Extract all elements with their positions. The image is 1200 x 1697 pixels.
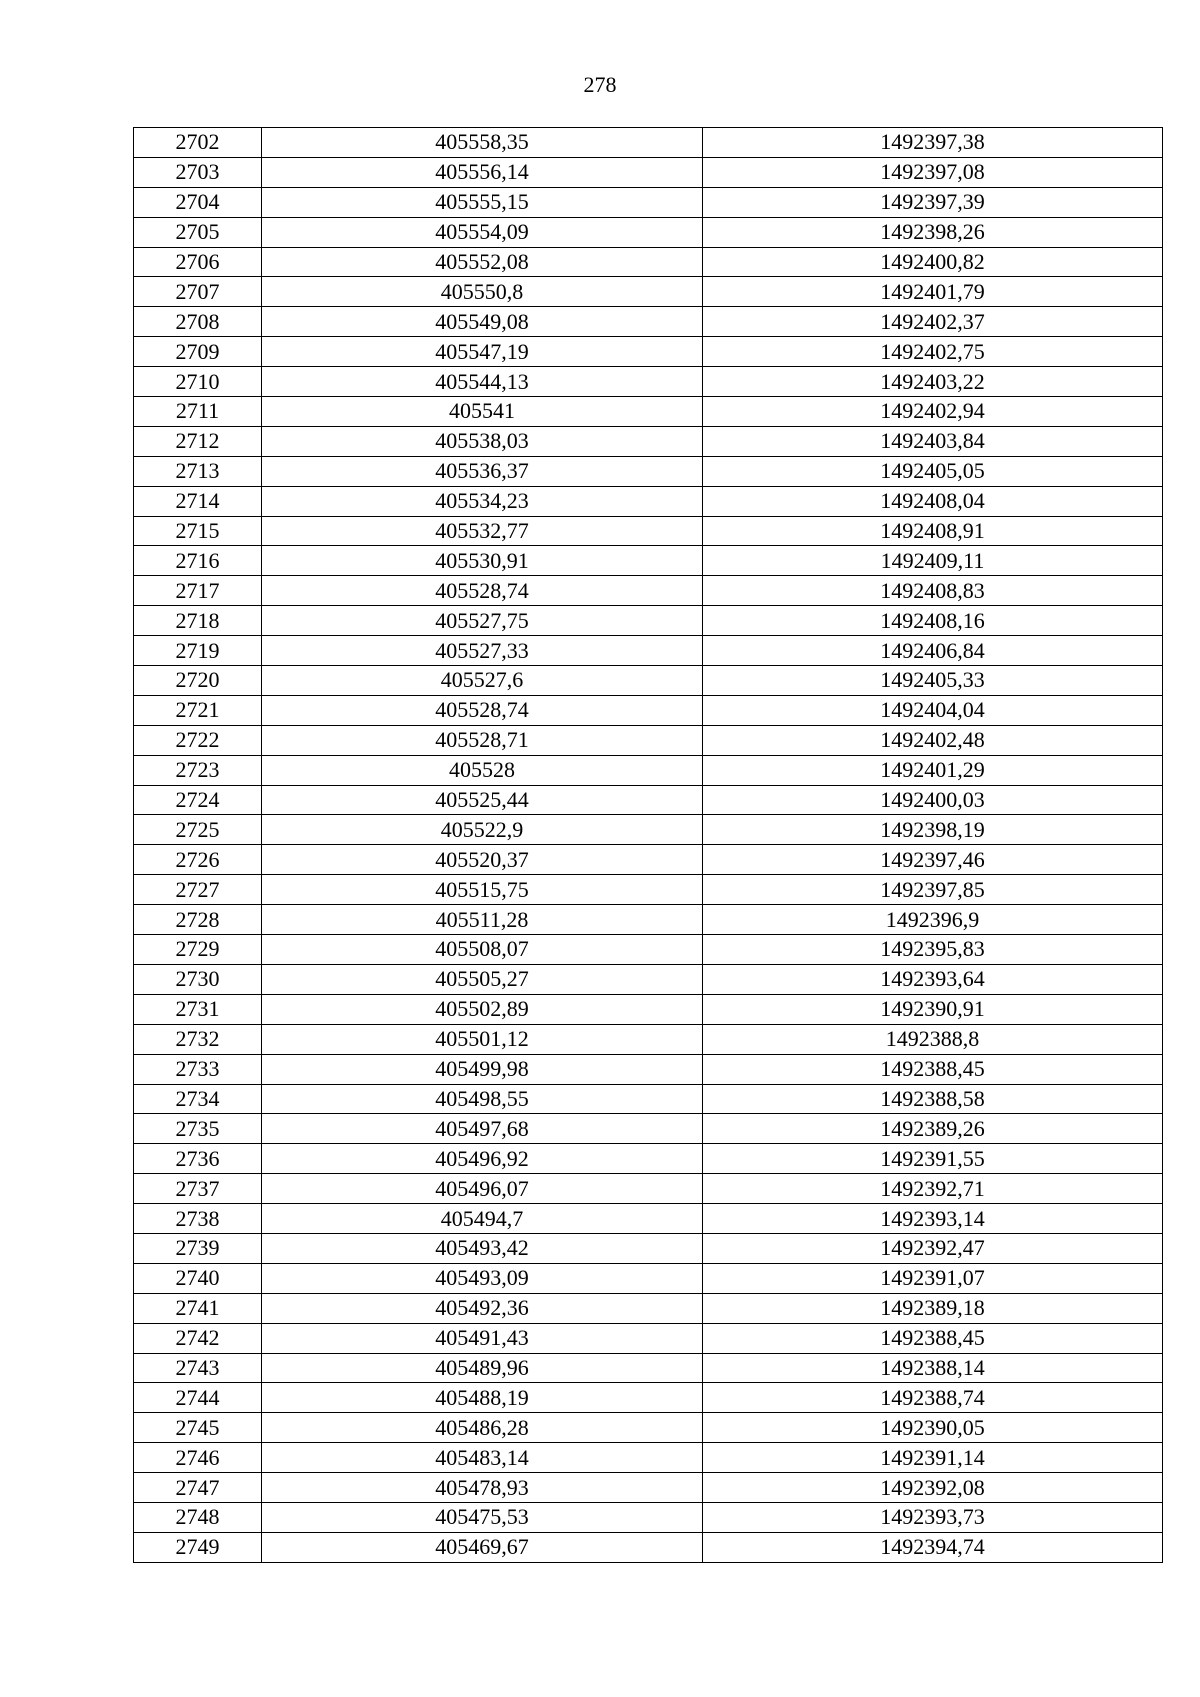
x-coordinate-cell: 405528,74: [262, 695, 703, 725]
table-row: [134, 1144, 1163, 1174]
point-number-cell: 2706: [134, 247, 262, 277]
x-coordinate-cell: 405491,43: [262, 1323, 703, 1353]
table-row: [134, 935, 1163, 965]
point-number-cell: 2737: [134, 1174, 262, 1204]
table-row: [134, 187, 1163, 217]
x-coordinate-cell: 405469,67: [262, 1532, 703, 1562]
table-row: [134, 1204, 1163, 1234]
table-row: [134, 1114, 1163, 1144]
table-row: [134, 367, 1163, 397]
table-row: [134, 1233, 1163, 1263]
table-row: [134, 755, 1163, 785]
table-row: [134, 1293, 1163, 1323]
point-number-cell: 2743: [134, 1353, 262, 1383]
table-row: [134, 397, 1163, 427]
point-number-cell: 2711: [134, 397, 262, 427]
x-coordinate-cell: 405550,8: [262, 277, 703, 307]
x-coordinate-cell: 405493,09: [262, 1263, 703, 1293]
x-coordinate-cell: 405558,35: [262, 128, 703, 158]
table-row: [134, 516, 1163, 546]
x-coordinate-cell: 405496,92: [262, 1144, 703, 1174]
y-coordinate-cell: 1492392,47: [703, 1233, 1163, 1263]
point-number-cell: 2731: [134, 994, 262, 1024]
x-coordinate-cell: 405496,07: [262, 1174, 703, 1204]
table-row: [134, 785, 1163, 815]
x-coordinate-cell: 405527,6: [262, 666, 703, 696]
y-coordinate-cell: 1492392,71: [703, 1174, 1163, 1204]
y-coordinate-cell: 1492389,18: [703, 1293, 1163, 1323]
table-row: [134, 1353, 1163, 1383]
x-coordinate-cell: 405494,7: [262, 1204, 703, 1234]
y-coordinate-cell: 1492408,16: [703, 606, 1163, 636]
point-number-cell: 2724: [134, 785, 262, 815]
x-coordinate-cell: 405528,71: [262, 725, 703, 755]
point-number-cell: 2704: [134, 187, 262, 217]
point-number-cell: 2738: [134, 1204, 262, 1234]
y-coordinate-cell: 1492388,45: [703, 1054, 1163, 1084]
y-coordinate-cell: 1492393,14: [703, 1204, 1163, 1234]
y-coordinate-cell: 1492396,9: [703, 905, 1163, 935]
x-coordinate-cell: 405505,27: [262, 964, 703, 994]
x-coordinate-cell: 405527,33: [262, 636, 703, 666]
table-row: [134, 964, 1163, 994]
x-coordinate-cell: 405541: [262, 397, 703, 427]
point-number-cell: 2712: [134, 426, 262, 456]
y-coordinate-cell: 1492393,64: [703, 964, 1163, 994]
point-number-cell: 2723: [134, 755, 262, 785]
point-number-cell: 2747: [134, 1473, 262, 1503]
point-number-cell: 2719: [134, 636, 262, 666]
y-coordinate-cell: 1492388,14: [703, 1353, 1163, 1383]
x-coordinate-cell: 405536,37: [262, 456, 703, 486]
table-row: [134, 695, 1163, 725]
y-coordinate-cell: 1492401,79: [703, 277, 1163, 307]
x-coordinate-cell: 405528,74: [262, 576, 703, 606]
x-coordinate-cell: 405502,89: [262, 994, 703, 1024]
y-coordinate-cell: 1492395,83: [703, 935, 1163, 965]
table-row: [134, 1502, 1163, 1532]
y-coordinate-cell: 1492405,05: [703, 456, 1163, 486]
table-row: [134, 1383, 1163, 1413]
point-number-cell: 2718: [134, 606, 262, 636]
point-number-cell: 2742: [134, 1323, 262, 1353]
x-coordinate-cell: 405534,23: [262, 486, 703, 516]
point-number-cell: 2725: [134, 815, 262, 845]
table-row: [134, 247, 1163, 277]
x-coordinate-cell: 405527,75: [262, 606, 703, 636]
x-coordinate-cell: 405488,19: [262, 1383, 703, 1413]
y-coordinate-cell: 1492388,45: [703, 1323, 1163, 1353]
x-coordinate-cell: 405499,98: [262, 1054, 703, 1084]
point-number-cell: 2707: [134, 277, 262, 307]
point-number-cell: 2713: [134, 456, 262, 486]
table-row: [134, 456, 1163, 486]
y-coordinate-cell: 1492402,48: [703, 725, 1163, 755]
point-number-cell: 2715: [134, 516, 262, 546]
point-number-cell: 2710: [134, 367, 262, 397]
table-row: [134, 636, 1163, 666]
point-number-cell: 2716: [134, 546, 262, 576]
point-number-cell: 2735: [134, 1114, 262, 1144]
table-row: [134, 666, 1163, 696]
x-coordinate-cell: 405520,37: [262, 845, 703, 875]
table-row: [134, 486, 1163, 516]
table-row: [134, 426, 1163, 456]
table-row: [134, 1473, 1163, 1503]
y-coordinate-cell: 1492409,11: [703, 546, 1163, 576]
point-number-cell: 2744: [134, 1383, 262, 1413]
point-number-cell: 2748: [134, 1502, 262, 1532]
y-coordinate-cell: 1492404,04: [703, 695, 1163, 725]
point-number-cell: 2736: [134, 1144, 262, 1174]
point-number-cell: 2732: [134, 1024, 262, 1054]
table-row: [134, 1413, 1163, 1443]
x-coordinate-cell: 405475,53: [262, 1502, 703, 1532]
table-row: [134, 725, 1163, 755]
y-coordinate-cell: 1492397,38: [703, 128, 1163, 158]
y-coordinate-cell: 1492397,46: [703, 845, 1163, 875]
point-number-cell: 2741: [134, 1293, 262, 1323]
x-coordinate-cell: 405493,42: [262, 1233, 703, 1263]
y-coordinate-cell: 1492403,22: [703, 367, 1163, 397]
point-number-cell: 2722: [134, 725, 262, 755]
point-number-cell: 2703: [134, 157, 262, 187]
y-coordinate-cell: 1492390,91: [703, 994, 1163, 1024]
point-number-cell: 2745: [134, 1413, 262, 1443]
table-row: [134, 845, 1163, 875]
point-number-cell: 2730: [134, 964, 262, 994]
x-coordinate-cell: 405547,19: [262, 337, 703, 367]
point-number-cell: 2727: [134, 875, 262, 905]
table-row: [134, 337, 1163, 367]
y-coordinate-cell: 1492402,94: [703, 397, 1163, 427]
x-coordinate-cell: 405483,14: [262, 1443, 703, 1473]
table-row: [134, 1174, 1163, 1204]
point-number-cell: 2729: [134, 935, 262, 965]
x-coordinate-cell: 405489,96: [262, 1353, 703, 1383]
x-coordinate-cell: 405549,08: [262, 307, 703, 337]
x-coordinate-cell: 405525,44: [262, 785, 703, 815]
y-coordinate-cell: 1492397,85: [703, 875, 1163, 905]
point-number-cell: 2746: [134, 1443, 262, 1473]
y-coordinate-cell: 1492401,29: [703, 755, 1163, 785]
table-row: [134, 277, 1163, 307]
table-row: [134, 994, 1163, 1024]
point-number-cell: 2740: [134, 1263, 262, 1293]
x-coordinate-cell: 405522,9: [262, 815, 703, 845]
table-row: [134, 128, 1163, 158]
coordinates-table: [133, 127, 1163, 1563]
y-coordinate-cell: 1492400,03: [703, 785, 1163, 815]
table-row: [134, 1323, 1163, 1353]
y-coordinate-cell: 1492388,58: [703, 1084, 1163, 1114]
table-row: [134, 157, 1163, 187]
y-coordinate-cell: 1492397,08: [703, 157, 1163, 187]
y-coordinate-cell: 1492402,75: [703, 337, 1163, 367]
table-row: [134, 1054, 1163, 1084]
point-number-cell: 2714: [134, 486, 262, 516]
table-row: [134, 546, 1163, 576]
x-coordinate-cell: 405515,75: [262, 875, 703, 905]
y-coordinate-cell: 1492394,74: [703, 1532, 1163, 1562]
y-coordinate-cell: 1492408,04: [703, 486, 1163, 516]
table-row: [134, 815, 1163, 845]
y-coordinate-cell: 1492391,07: [703, 1263, 1163, 1293]
point-number-cell: 2739: [134, 1233, 262, 1263]
x-coordinate-cell: 405544,13: [262, 367, 703, 397]
point-number-cell: 2717: [134, 576, 262, 606]
y-coordinate-cell: 1492391,14: [703, 1443, 1163, 1473]
y-coordinate-cell: 1492397,39: [703, 187, 1163, 217]
page-number: 278: [583, 72, 617, 97]
x-coordinate-cell: 405492,36: [262, 1293, 703, 1323]
y-coordinate-cell: 1492391,55: [703, 1144, 1163, 1174]
y-coordinate-cell: 1492388,8: [703, 1024, 1163, 1054]
point-number-cell: 2726: [134, 845, 262, 875]
x-coordinate-cell: 405511,28: [262, 905, 703, 935]
point-number-cell: 2702: [134, 128, 262, 158]
x-coordinate-cell: 405532,77: [262, 516, 703, 546]
x-coordinate-cell: 405508,07: [262, 935, 703, 965]
y-coordinate-cell: 1492392,08: [703, 1473, 1163, 1503]
coordinates-table-body: [134, 128, 1163, 1563]
y-coordinate-cell: 1492390,05: [703, 1413, 1163, 1443]
x-coordinate-cell: 405556,14: [262, 157, 703, 187]
table-row: [134, 307, 1163, 337]
x-coordinate-cell: 405552,08: [262, 247, 703, 277]
x-coordinate-cell: 405538,03: [262, 426, 703, 456]
point-number-cell: 2709: [134, 337, 262, 367]
y-coordinate-cell: 1492405,33: [703, 666, 1163, 696]
y-coordinate-cell: 1492406,84: [703, 636, 1163, 666]
table-row: [134, 576, 1163, 606]
table-row: [134, 1532, 1163, 1562]
table-row: [134, 875, 1163, 905]
y-coordinate-cell: 1492403,84: [703, 426, 1163, 456]
point-number-cell: 2749: [134, 1532, 262, 1562]
table-row: [134, 1443, 1163, 1473]
table-row: [134, 606, 1163, 636]
y-coordinate-cell: 1492389,26: [703, 1114, 1163, 1144]
point-number-cell: 2720: [134, 666, 262, 696]
point-number-cell: 2728: [134, 905, 262, 935]
y-coordinate-cell: 1492400,82: [703, 247, 1163, 277]
y-coordinate-cell: 1492393,73: [703, 1502, 1163, 1532]
point-number-cell: 2733: [134, 1054, 262, 1084]
x-coordinate-cell: 405554,09: [262, 217, 703, 247]
table-row: [134, 1263, 1163, 1293]
x-coordinate-cell: 405498,55: [262, 1084, 703, 1114]
y-coordinate-cell: 1492388,74: [703, 1383, 1163, 1413]
table-row: [134, 905, 1163, 935]
x-coordinate-cell: 405555,15: [262, 187, 703, 217]
x-coordinate-cell: 405497,68: [262, 1114, 703, 1144]
table-row: [134, 1024, 1163, 1054]
x-coordinate-cell: 405501,12: [262, 1024, 703, 1054]
x-coordinate-cell: 405486,28: [262, 1413, 703, 1443]
point-number-cell: 2705: [134, 217, 262, 247]
y-coordinate-cell: 1492402,37: [703, 307, 1163, 337]
point-number-cell: 2708: [134, 307, 262, 337]
y-coordinate-cell: 1492398,19: [703, 815, 1163, 845]
point-number-cell: 2721: [134, 695, 262, 725]
y-coordinate-cell: 1492398,26: [703, 217, 1163, 247]
x-coordinate-cell: 405528: [262, 755, 703, 785]
table-row: [134, 217, 1163, 247]
point-number-cell: 2734: [134, 1084, 262, 1114]
x-coordinate-cell: 405478,93: [262, 1473, 703, 1503]
y-coordinate-cell: 1492408,83: [703, 576, 1163, 606]
x-coordinate-cell: 405530,91: [262, 546, 703, 576]
y-coordinate-cell: 1492408,91: [703, 516, 1163, 546]
table-row: [134, 1084, 1163, 1114]
